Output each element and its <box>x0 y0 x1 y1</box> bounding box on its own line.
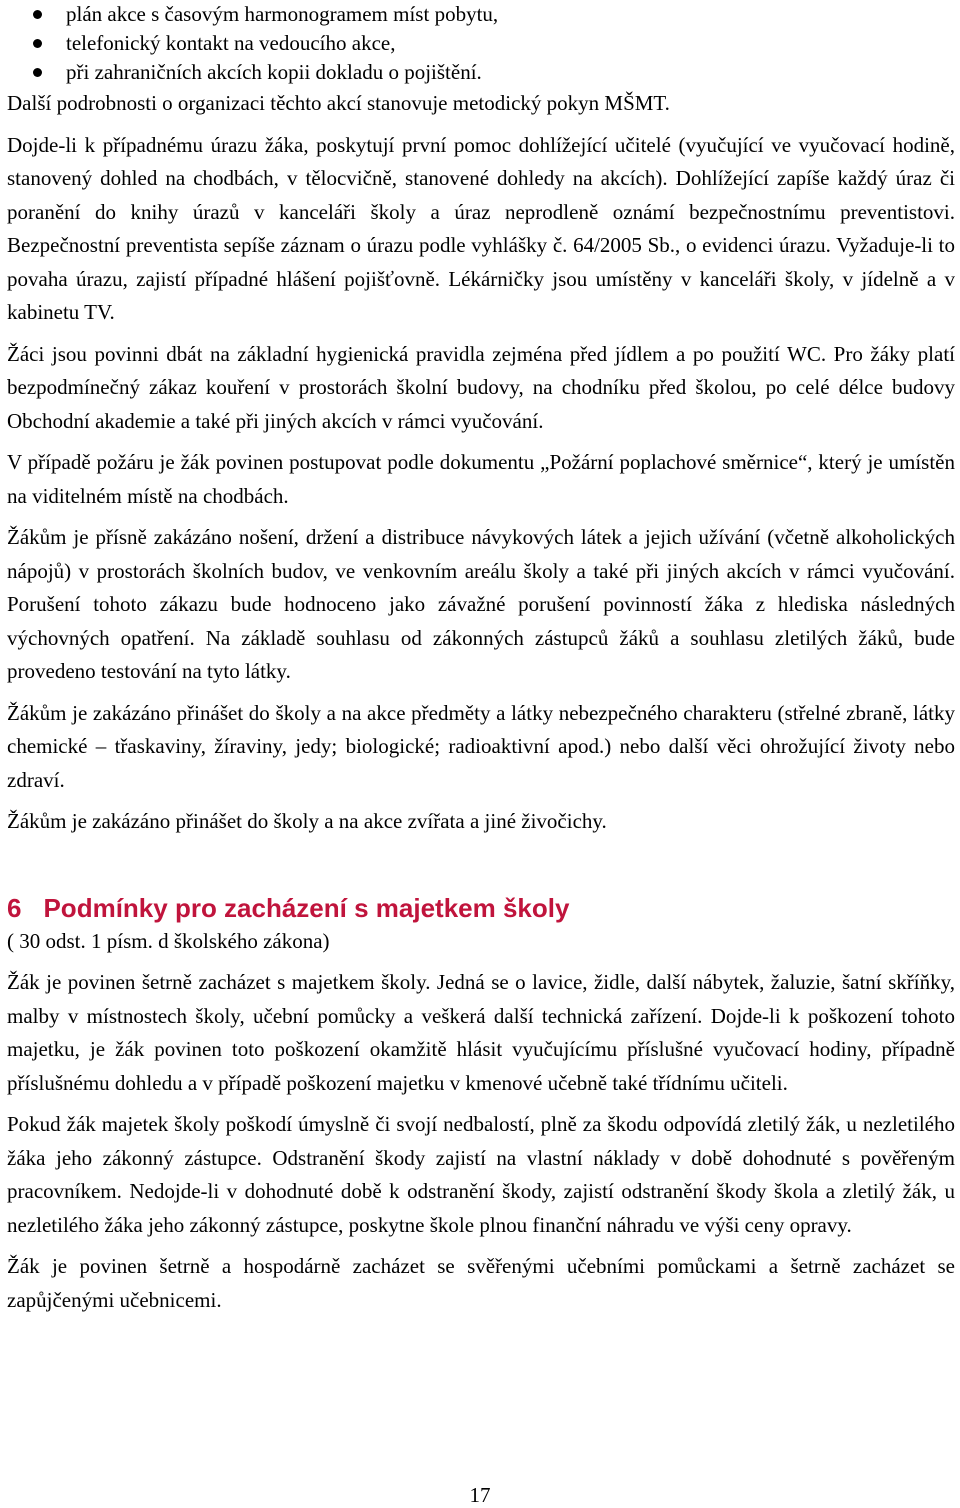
paragraph-setrne-zachazeni: Žák je povinen šetrně zacházet s majetkem školy. Jedná se o lavice, židle, další nábytek, žaluzie, šatní skříňky, malby v místnostech školy, učební pomůcky a veškerá další technická zařízení. Dojde-li k poškození tohoto majetku, je žák povinen toto poškození okamžitě hlásit vyučujícímu příslušné vyučovací hodiny, případně příslušnému dohledu a v případě poškození majetku v kmenové učebně také třídnímu učiteli. <box>7 970 955 1095</box>
paragraph-pozar: V případě požáru je žák povinen postupovat podle dokumentu „Požární poplachové směrnice“, který je umístěn na viditelném místě na chodbách. <box>7 450 955 508</box>
list-item <box>7 58 955 87</box>
requirements-list <box>7 0 955 87</box>
list-item-text: telefonický kontakt na vedoucího akce, <box>66 31 396 55</box>
list-item <box>7 29 955 58</box>
page-number: 17 <box>469 1483 491 1507</box>
section-reference: ( 30 odst. 1 písm. d školského zákona) <box>7 928 330 953</box>
paragraph-zvirata: Žákům je zakázáno přinášet do školy a na akce zvířata a jiné živočichy. <box>7 809 607 833</box>
paragraph-nebezpecne-predmety: Žákům je zakázáno přinášet do školy a na akce předměty a látky nebezpečného charakteru (střelné zbraně, látky chemické – třaskaviny, žíraviny, jedy; biologické; radioaktivní apod.) nebo další věci ohrožující životy nebo zdraví. <box>7 700 955 792</box>
list-item <box>7 0 955 29</box>
section-number: 6 <box>7 892 22 923</box>
paragraph-urazy: Dojde-li k případnému úrazu žáka, poskytují první pomoc dohlížející učitelé (vyučující ve vyučovací hodině, stanovený dohled na chodbách, v tělocvičně, stanovené dohledy na akcích). Dohlížející zapíše každý úraz či poranění do knihy úrazů v kanceláři školy a úraz neprodleně oznámí bezpečnostnímu preventistovi. Bezpečnostní preventista sepíše záznam o úrazu podle vyhlášky č. 64/2005 Sb., o evidenci úrazu. Vyžaduje-li to povaha úrazu, zajistí případné hlášení pojišťovně. Lékárničky jsou umístěny v kanceláři školy, v jídelně a v kabinetu TV. <box>7 132 955 324</box>
list-item-text: plán akce s časovým harmonogramem míst pobytu, <box>66 2 499 26</box>
section-title: Podmínky pro zacházení s majetkem školy <box>43 892 570 923</box>
bullet-icon <box>33 10 42 19</box>
paragraph-hygiena: Žáci jsou povinni dbát na základní hygienická pravidla zejména před jídlem a po použití WC. Pro žáky platí bezpodmínečný zákaz kouření v prostorách školní budovy, na chodníku před školou, po celé délce budovy Obchodní akademie a také při jiných akcích v rámci vyučování. <box>7 341 955 433</box>
paragraph-navykove-latky: Žákům je přísně zakázáno nošení, držení a distribuce návykových látek a jejich užívání (včetně alkoholických nápojů) v prostorách školních budov, ve venkovním areálu školy a také při jiných akcích v rámci vyučování. Porušení tohoto zákazu bude hodnoceno jako závažné porušení povinností žáka z hlediska následných výchovných opatření. Na základě souhlasu od zákonných zástupců žáků a souhlasu zletilých žáků, bude provedeno testování na tyto látky. <box>7 525 955 683</box>
paragraph-poskozeni-majetku: Pokud žák majetek školy poškodí úmyslně či svojí nedbalostí, plně za škodu odpovídá zletilý žák, u nezletilého žáka jeho zákonný zástupce. Odstranění škody zajistí na vlastní náklady v době dohodnuté s pověřeným pracovníkem. Nedojde-li v dohodnuté době k odstranění škody, zajistí odstranění škody škola a zletilý žák, u nezletilého žáka jeho zákonný zástupce, poskytne škole plnou finanční náhradu ve výši ceny opravy. <box>7 1112 955 1237</box>
section-heading <box>7 891 955 925</box>
paragraph-ucebni-pomucky: Žák je povinen šetrně a hospodárně zacházet se svěřenými učebními pomůckami a šetrně zacházet se zapůjčenými učebnicemi. <box>7 1254 955 1312</box>
list-item-text: při zahraničních akcích kopii dokladu o pojištění. <box>66 60 482 84</box>
paragraph-metodicky-pokyn: Další podrobnosti o organizaci těchto akcí stanovuje metodický pokyn MŠMT. <box>7 91 670 115</box>
document-page <box>7 0 955 1317</box>
bullet-icon <box>33 39 42 48</box>
bullet-icon <box>33 68 42 77</box>
